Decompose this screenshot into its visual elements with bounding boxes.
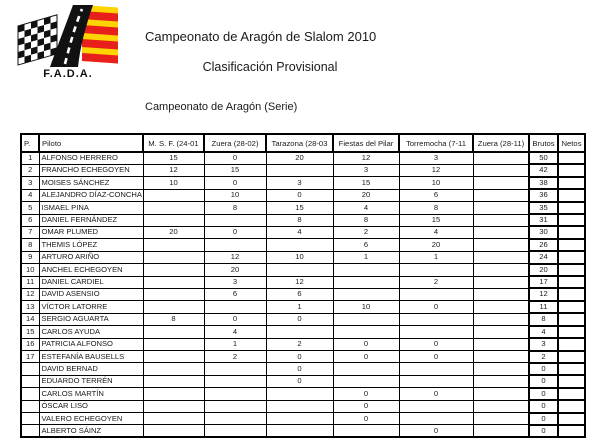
cell-brutos: 50 [529,152,558,164]
col-header-fiestas: Fiestas del Pilar [333,134,399,152]
cell-netos [558,202,585,214]
cell-fiestas [333,313,399,325]
cell-zuera2 [473,202,529,214]
cell-fiestas [333,425,399,437]
cell-tarazona [266,413,333,425]
cell-pilot: ALFONSO HERRERO [39,152,143,164]
cell-torremocha: 1 [399,251,473,263]
cell-zuera2 [473,276,529,288]
cell-pos [21,400,39,412]
cell-pilot: DANIEL CARDIEL [39,276,143,288]
results-table-container [20,133,586,438]
table-row [21,413,585,425]
cell-zuera1 [204,425,266,437]
table-row [21,375,585,387]
cell-msf [143,400,204,412]
cell-msf [143,351,204,363]
cell-brutos: 0 [529,400,558,412]
cell-zuera1: 20 [204,264,266,276]
cell-netos [558,375,585,387]
cell-brutos: 3 [529,338,558,350]
cell-brutos: 30 [529,226,558,238]
cell-zuera2 [473,214,529,226]
col-header-position: P. [21,134,39,152]
cell-tarazona [266,239,333,251]
cell-tarazona: 20 [266,152,333,164]
cell-pos: 6 [21,214,39,226]
cell-fiestas [333,375,399,387]
cell-msf [143,425,204,437]
cell-netos [558,413,585,425]
cell-pilot: ALEJANDRO DÍAZ-CONCHA [39,189,143,201]
cell-tarazona [266,326,333,338]
cell-pos: 17 [21,351,39,363]
cell-tarazona: 15 [266,202,333,214]
table-row [21,251,585,263]
cell-torremocha: 12 [399,164,473,176]
cell-fiestas: 0 [333,400,399,412]
cell-pos [21,413,39,425]
cell-fiestas: 20 [333,189,399,201]
cell-msf [143,326,204,338]
cell-fiestas: 4 [333,202,399,214]
cell-zuera1: 8 [204,202,266,214]
cell-zuera2 [473,226,529,238]
cell-pilot: ARTURO ARIÑO [39,251,143,263]
cell-netos [558,400,585,412]
cell-pilot: DANIEL FERNÁNDEZ [39,214,143,226]
cell-pos: 10 [21,264,39,276]
cell-tarazona: 10 [266,251,333,263]
cell-zuera2 [473,251,529,263]
table-row [21,276,585,288]
cell-netos [558,177,585,189]
cell-torremocha [399,288,473,300]
cell-msf [143,276,204,288]
cell-fiestas [333,264,399,276]
cell-zuera2 [473,363,529,375]
cell-msf [143,363,204,375]
cell-zuera1: 4 [204,326,266,338]
results-tbody [21,152,585,437]
cell-zuera2 [473,425,529,437]
cell-zuera1: 1 [204,338,266,350]
cell-brutos: 12 [529,288,558,300]
table-row [21,239,585,251]
cell-zuera2 [473,338,529,350]
col-header-tarazona: Tarazona (28-03 [266,134,333,152]
cell-pos: 4 [21,189,39,201]
cell-netos [558,313,585,325]
cell-torremocha: 4 [399,226,473,238]
cell-tarazona: 12 [266,276,333,288]
fada-logo [14,4,122,84]
col-header-zuera-nov: Zuera (28-11) [473,134,529,152]
cell-tarazona: 4 [266,226,333,238]
table-row [21,226,585,238]
table-row [21,164,585,176]
cell-pilot: OMAR PLUMED [39,226,143,238]
cell-netos [558,425,585,437]
cell-torremocha [399,264,473,276]
cell-pos: 1 [21,152,39,164]
cell-fiestas [333,288,399,300]
cell-tarazona [266,400,333,412]
cell-zuera2 [473,288,529,300]
section-title: Campeonato de Aragón (Serie) [145,101,298,113]
cell-fiestas: 0 [333,351,399,363]
cell-netos [558,251,585,263]
cell-msf [143,264,204,276]
cell-tarazona: 1 [266,301,333,313]
cell-pos: 9 [21,251,39,263]
cell-pos: 7 [21,226,39,238]
cell-zuera2 [473,152,529,164]
cell-zuera1 [204,239,266,251]
cell-brutos: 8 [529,313,558,325]
cell-fiestas: 6 [333,239,399,251]
cell-brutos: 36 [529,189,558,201]
cell-msf [143,251,204,263]
table-row [21,264,585,276]
cell-msf [143,338,204,350]
col-header-torremocha: Torremocha (7-11 [399,134,473,152]
cell-torremocha: 3 [399,152,473,164]
cell-fiestas: 15 [333,177,399,189]
cell-zuera2 [473,313,529,325]
cell-zuera2 [473,375,529,387]
cell-msf [143,288,204,300]
cell-fiestas: 8 [333,214,399,226]
cell-tarazona [266,388,333,400]
cell-brutos: 17 [529,276,558,288]
cell-torremocha: 0 [399,351,473,363]
cell-pos: 15 [21,326,39,338]
table-row [21,301,585,313]
cell-tarazona: 6 [266,288,333,300]
cell-netos [558,152,585,164]
cell-pilot: CARLOS MARTÍN [39,388,143,400]
cell-zuera1: 12 [204,251,266,263]
col-header-brutos: Brutos [529,134,558,152]
cell-netos [558,214,585,226]
col-header-msf: M. S. F. (24-01 [143,134,204,152]
col-header-pilot: Piloto [39,134,143,152]
cell-zuera2 [473,239,529,251]
cell-brutos: 20 [529,264,558,276]
cell-pilot: PATRICIA ALFONSO [39,338,143,350]
cell-pos: 16 [21,338,39,350]
cell-zuera1: 0 [204,313,266,325]
cell-brutos: 0 [529,413,558,425]
cell-zuera1: 3 [204,276,266,288]
cell-fiestas: 10 [333,301,399,313]
cell-zuera2 [473,400,529,412]
cell-pilot: EDUARDO TERRÉN [39,375,143,387]
col-header-zuera-feb: Zuera (28-02) [204,134,266,152]
cell-pos: 11 [21,276,39,288]
cell-msf: 15 [143,152,204,164]
cell-zuera1 [204,413,266,425]
fada-logo-graphic [16,4,120,68]
cell-zuera2 [473,301,529,313]
table-row [21,202,585,214]
cell-pilot: VÍCTOR LATORRE [39,301,143,313]
cell-pilot: THEMIS LÓPEZ [39,239,143,251]
cell-netos [558,363,585,375]
cell-fiestas: 0 [333,338,399,350]
cell-torremocha [399,313,473,325]
cell-netos [558,351,585,363]
cell-brutos: 24 [529,251,558,263]
cell-zuera2 [473,388,529,400]
cell-tarazona: 0 [266,363,333,375]
cell-netos [558,326,585,338]
cell-tarazona: 2 [266,338,333,350]
cell-pilot: ESTEFANÍA BAUSELLS [39,351,143,363]
cell-zuera2 [473,164,529,176]
cell-tarazona [266,164,333,176]
cell-pos [21,363,39,375]
cell-pos: 12 [21,288,39,300]
cell-brutos: 26 [529,239,558,251]
cell-torremocha: 0 [399,338,473,350]
table-row [21,152,585,164]
cell-brutos: 4 [529,326,558,338]
cell-pos: 8 [21,239,39,251]
cell-brutos: 42 [529,164,558,176]
table-row [21,214,585,226]
cell-torremocha [399,413,473,425]
cell-torremocha: 6 [399,189,473,201]
cell-pilot: ISMAEL PINA [39,202,143,214]
cell-pilot: ÓSCAR LISO [39,400,143,412]
cell-torremocha: 20 [399,239,473,251]
cell-pos: 2 [21,164,39,176]
cell-msf: 20 [143,226,204,238]
cell-netos [558,164,585,176]
cell-zuera1 [204,214,266,226]
cell-tarazona: 0 [266,313,333,325]
cell-pos: 13 [21,301,39,313]
cell-pilot: ALBERTO SÁINZ [39,425,143,437]
cell-torremocha [399,363,473,375]
cell-torremocha [399,400,473,412]
cell-msf [143,413,204,425]
cell-pilot: DAVID ASENSIO [39,288,143,300]
cell-msf: 10 [143,177,204,189]
cell-zuera1: 15 [204,164,266,176]
cell-pos: 5 [21,202,39,214]
org-abbreviation: F.A.D.A. [43,68,93,80]
page-title: Campeonato de Aragón de Slalom 2010 [145,29,377,44]
cell-pilot: DAVID BERNAD [39,363,143,375]
cell-brutos: 0 [529,375,558,387]
cell-torremocha: 2 [399,276,473,288]
cell-pilot: MOISES SÁNCHEZ [39,177,143,189]
table-row [21,313,585,325]
table-row [21,326,585,338]
results-table [20,133,586,438]
cell-pos [21,375,39,387]
cell-tarazona: 0 [266,375,333,387]
cell-netos [558,226,585,238]
table-row [21,363,585,375]
cell-msf [143,202,204,214]
table-row [21,351,585,363]
table-row [21,177,585,189]
cell-fiestas [333,326,399,338]
col-header-netos: Netos [558,134,585,152]
cell-netos [558,288,585,300]
cell-zuera2 [473,264,529,276]
cell-brutos: 31 [529,214,558,226]
cell-netos [558,338,585,350]
cell-msf [143,214,204,226]
page-subtitle: Clasificación Provisional [202,60,338,74]
cell-msf: 12 [143,164,204,176]
cell-msf [143,301,204,313]
cell-brutos: 0 [529,388,558,400]
cell-torremocha: 15 [399,214,473,226]
cell-brutos: 0 [529,425,558,437]
cell-netos [558,239,585,251]
cell-zuera1: 6 [204,288,266,300]
cell-pos [21,388,39,400]
cell-torremocha: 8 [399,202,473,214]
cell-msf [143,388,204,400]
cell-zuera1: 10 [204,189,266,201]
cell-brutos: 38 [529,177,558,189]
cell-zuera2 [473,351,529,363]
cell-pos: 3 [21,177,39,189]
header-row [21,134,585,152]
cell-netos [558,264,585,276]
cell-zuera1: 2 [204,351,266,363]
cell-fiestas: 3 [333,164,399,176]
cell-netos [558,276,585,288]
table-row [21,400,585,412]
cell-torremocha: 0 [399,388,473,400]
cell-zuera1 [204,363,266,375]
cell-pilot: SERGIO AGUARTA [39,313,143,325]
cell-zuera2 [473,177,529,189]
cell-tarazona: 8 [266,214,333,226]
cell-fiestas [333,276,399,288]
cell-tarazona: 0 [266,351,333,363]
checkered-flag-icon [18,15,57,65]
cell-torremocha: 0 [399,425,473,437]
cell-msf: 8 [143,313,204,325]
cell-netos [558,388,585,400]
cell-pilot: CARLOS AYUDA [39,326,143,338]
cell-tarazona: 0 [266,189,333,201]
cell-brutos: 0 [529,363,558,375]
cell-pos [21,425,39,437]
cell-tarazona [266,425,333,437]
cell-pilot: VALERO ECHEGOYEN [39,413,143,425]
cell-zuera1: 0 [204,226,266,238]
table-row [21,388,585,400]
cell-fiestas: 12 [333,152,399,164]
cell-fiestas: 2 [333,226,399,238]
cell-fiestas: 1 [333,251,399,263]
table-row [21,425,585,437]
cell-pilot: ANCHEL ECHEGOYEN [39,264,143,276]
cell-fiestas: 0 [333,388,399,400]
cell-zuera2 [473,413,529,425]
cell-brutos: 35 [529,202,558,214]
cell-fiestas [333,363,399,375]
table-row [21,338,585,350]
cell-msf [143,239,204,251]
cell-pilot: FRANCHO ECHEGOYEN [39,164,143,176]
cell-zuera2 [473,326,529,338]
cell-tarazona [266,264,333,276]
cell-netos [558,189,585,201]
cell-brutos: 11 [529,301,558,313]
cell-zuera2 [473,189,529,201]
cell-zuera1 [204,400,266,412]
table-row [21,288,585,300]
cell-zuera1 [204,301,266,313]
cell-brutos: 2 [529,351,558,363]
cell-torremocha: 10 [399,177,473,189]
cell-tarazona: 3 [266,177,333,189]
cell-fiestas: 0 [333,413,399,425]
cell-zuera1: 0 [204,152,266,164]
cell-zuera1: 0 [204,177,266,189]
table-row [21,189,585,201]
cell-torremocha [399,375,473,387]
cell-msf [143,375,204,387]
cell-torremocha [399,326,473,338]
cell-zuera1 [204,375,266,387]
results-table-header [21,134,585,152]
cell-pos: 14 [21,313,39,325]
cell-msf [143,189,204,201]
cell-netos [558,301,585,313]
cell-zuera1 [204,388,266,400]
cell-torremocha: 0 [399,301,473,313]
